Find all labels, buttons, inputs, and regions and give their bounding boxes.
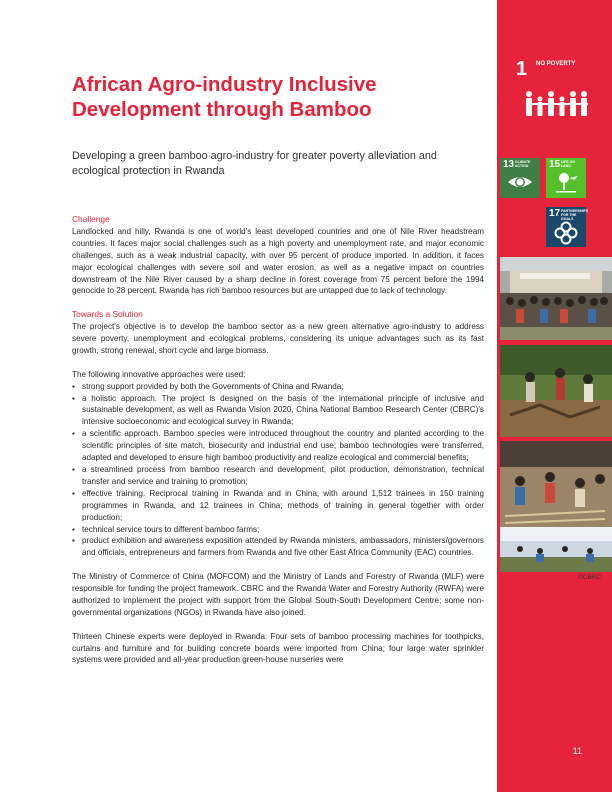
page-number: 11 — [572, 746, 582, 756]
challenge-heading: Challenge — [72, 214, 110, 224]
list-item: ▪ a streamlined process from bamboo research and development, pilot production, demonstration, technical transfer and service and training to promotion; — [72, 464, 484, 488]
list-item: ▪ technical service tours to different bamboo farms; — [72, 524, 484, 536]
approaches-intro: The following innovative approaches were used: — [72, 369, 246, 379]
approaches-list — [72, 381, 484, 560]
list-item: ▪ a holistic approach. The project is designed on the basis of the international principle of inclusive and sustainable development, as well as Rwanda Vision 2020, China National Bamboo Research Center (CBRC)'s intensive socioeconomic and ecological survey in Rwanda; — [72, 393, 484, 429]
planting-photo — [500, 345, 612, 437]
workshop-photo — [500, 441, 612, 531]
challenge-paragraph: Landlocked and hilly, Rwanda is one of world's least developed countries and one of Nile River headstream countries. It faces major social challenges such as a high poverty and unemployment rate, and major economic challenges, such as a weak industrial capacity, with over 95 percent of produce imported. In addition, it faces major ecological challenges with severe soil and water erosion, as well as a negative impact on countries downstream of the Nile River caused by a sharp decline in forest coverage from 75 percent before the 1994 genocide to 28 percent. Rwanda has rich bamboo resources but are untapped due to lack of technology. — [72, 226, 484, 296]
sdg13-tile: 13 CLIMATE ACTION — [500, 158, 540, 198]
list-item: ▪ product exhibition and awareness exposition attended by Rwanda ministers, ambassadors, ministers/governors and officials, entrepreneurs and farmers from Rwanda and five other East Africa Community (EAC) countries. — [72, 535, 484, 559]
sdg1-label: NO POVERTY — [536, 61, 576, 67]
body-text — [72, 214, 484, 666]
eye-globe-icon — [506, 172, 534, 192]
training-photo — [500, 527, 612, 572]
tree-bird-icon — [552, 172, 580, 194]
rings-icon — [552, 221, 580, 245]
experts-paragraph: Thirteen Chinese experts were deployed in Rwanda. Four sets of bamboo processing machines for toothpicks, curtains and furniture and for building concrete boards were imported from China; four large water sprinkler systems were provided and all-year production green-house nurseries were — [72, 631, 484, 665]
sdg17-tile: 17 PARTNERSHIPS FOR THE GOALS — [546, 207, 586, 247]
ministries-paragraph: The Ministry of Commerce of China (MOFCOM) and the Ministry of Lands and Forestry of Rwanda (MLF) were responsible for funding the project framework. CBRC and the Rwanda Water and Forestry Authority (RWFA) were authorized to implement the project with support from the Global South-South Development Centre; some non-governmental organizations (NGOs) in Rwanda have also joined. — [72, 572, 484, 617]
sdg15-tile: 15 LIFE ON LAND — [546, 158, 586, 198]
solution-heading: Towards a Solution — [72, 309, 143, 320]
family-icon — [524, 90, 594, 118]
photo-credit: ©CBRC — [578, 574, 602, 581]
solution-paragraph: The project's objective is to develop the bamboo sector as a new green alternative agro-industry to address severe poverty, unemployment and ecological problems, considering its unique advantages such as its fast growth, strong renewal, short cycle and large biomass. — [72, 322, 484, 355]
page-subtitle: Developing a green bamboo agro-industry for greater poverty alleviation and ecological protection in Rwanda — [72, 150, 437, 177]
list-item: ▪ strong support provided by both the Governments of China and Rwanda; — [72, 381, 484, 393]
sdg1-number: 1 — [516, 58, 528, 80]
page-title: African Agro-industry Inclusive Development through Bamboo — [72, 73, 377, 121]
group-photo — [500, 257, 612, 340]
list-item: ▪ a scientific approach. Bamboo species were introduced throughout the country and planted according to the scientific principles of site match, biosecurity and industrial end use; bamboo technologies were transferred, adapted and developed to ensure high bamboo productivity and realize ecological and commercial benefits; — [72, 428, 484, 464]
list-item: ▪ effective training. Reciprocal training in Rwanda and in China, with around 1,512 trainees in 150 training programmes in Rwanda, and 12 trainees in China; methods of training in general together with order production; — [72, 488, 484, 524]
